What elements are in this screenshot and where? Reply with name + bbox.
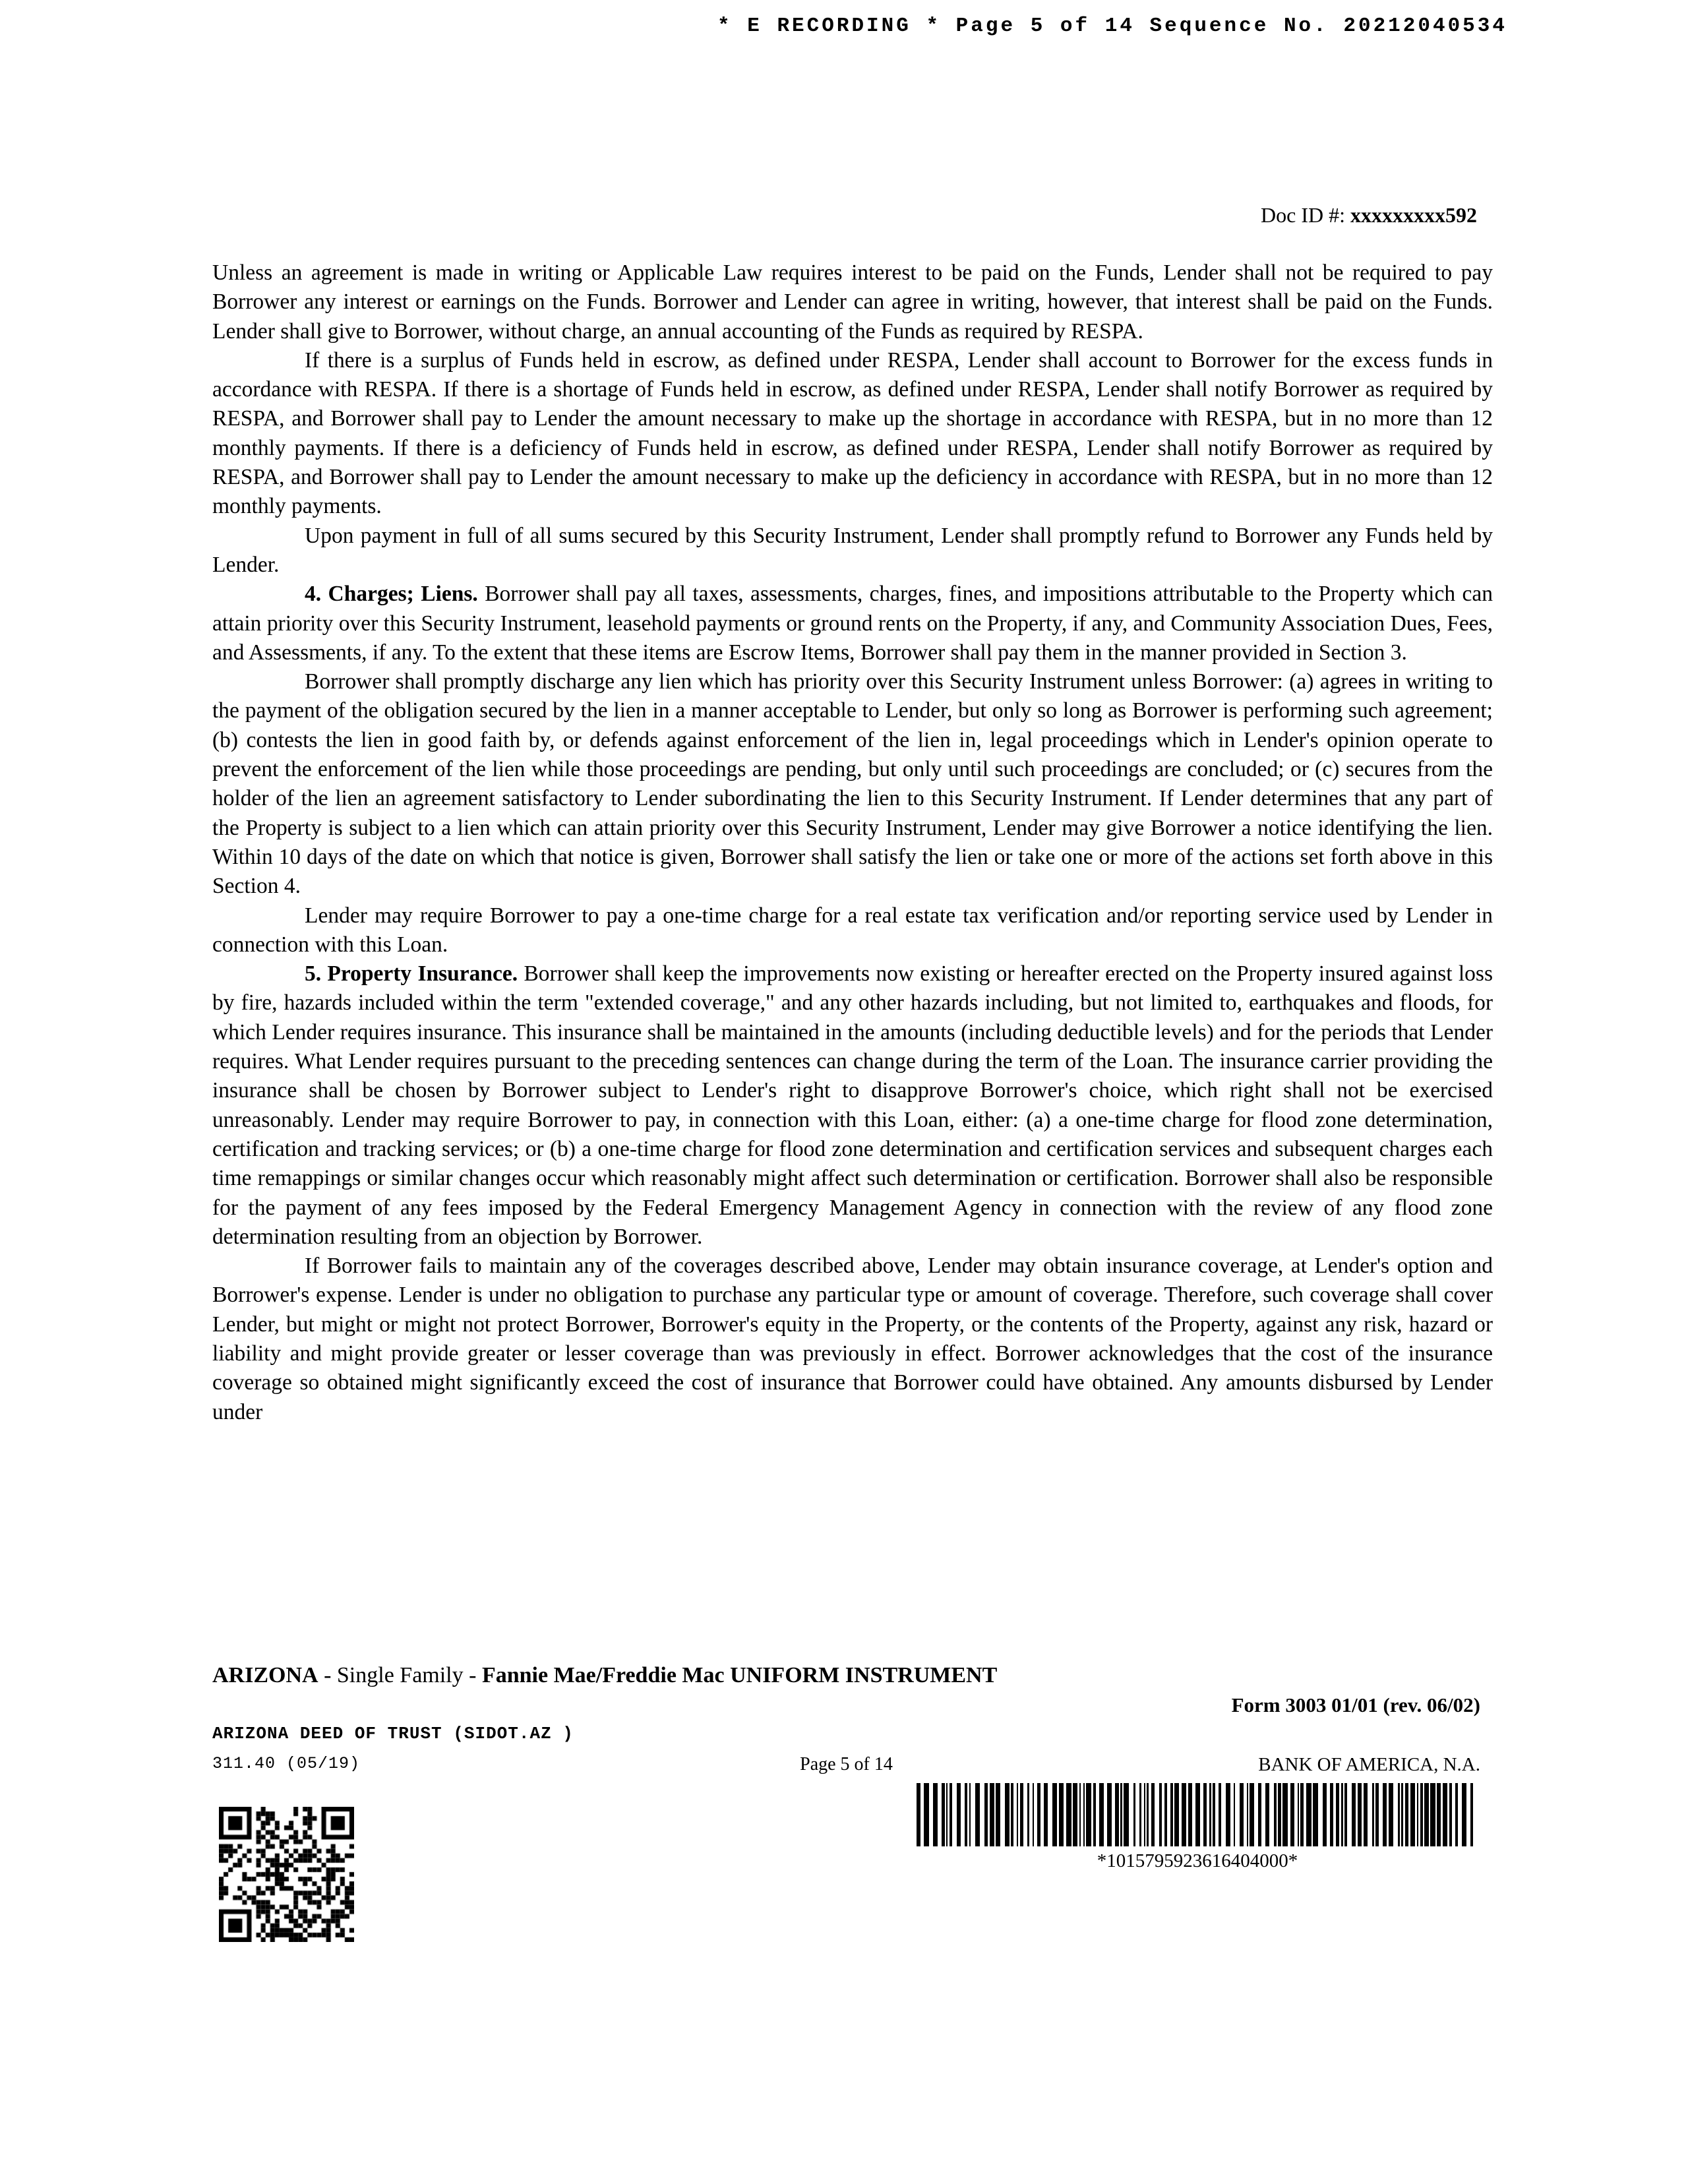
paragraph: 4. Charges; Liens. Borrower shall pay all taxes, assessments, charges, fines, and impositions attributable to the Property which can attain priority over this Security Instrument, leasehold payments or ground rents on the Property, if any, and Community Association Dues, Fees, and Assessments, if any. To the extent that these items are Escrow Items, Borrower shall pay them in the manner provided in Section 3. <box>212 582 1493 665</box>
footer-deed-line: ARIZONA DEED OF TRUST (SIDOT.AZ ) <box>212 1724 574 1744</box>
footer-row <box>212 1754 1480 1780</box>
recording-header: * E RECORDING * Page 5 of 14 Sequence No. 20212040534 <box>717 15 1507 38</box>
paragraph: If there is a surplus of Funds held in escrow, as defined under RESPA, Lender shall account to Borrower for the excess funds in accordance with RESPA. If there is a shortage of Funds held in escrow, as defined under RESPA, Lender shall notify Borrower as required by RESPA, and Borrower shall pay to Lender the amount necessary to make up the shortage in accordance with RESPA, but in no more than 12 monthly payments. If there is a deficiency of Funds held in escrow, as defined under RESPA, Lender shall notify Borrower as required by RESPA, and Borrower shall pay to Lender the amount necessary to make up the deficiency in accordance with RESPA, but in no more than 12 monthly payments. <box>212 348 1493 519</box>
doc-id-value: xxxxxxxxx592 <box>1350 203 1477 227</box>
barcode-number: *1015795923616404000* <box>1097 1850 1298 1871</box>
footer-instrument-line <box>212 1663 997 1688</box>
paragraph-lead: 5. Property Insurance. <box>305 961 524 986</box>
paragraph: Upon payment in full of all sums secured by this Security Instrument, Lender shall promptly refund to Borrower any Funds held by Lender. <box>212 523 1493 577</box>
paragraph: If Borrower fails to maintain any of the coverages described above, Lender may obtain insurance coverage, at Lender's option and Borrower's expense. Lender is under no obligation to purchase any particular type or amount of coverage. Therefore, such coverage shall cover Lender, but might or might not protect Borrower, Borrower's equity in the Property, or the contents of the Property, against any risk, hazard or liability and might provide greater or lesser coverage than was previously in effect. Borrower acknowledges that the cost of the insurance coverage so obtained might significantly exceed the cost of insurance that Borrower could have obtained. Any amounts disbursed by Lender under <box>212 1254 1493 1424</box>
paragraph: 5. Property Insurance. Borrower shall keep the improvements now existing or hereafter erected on the Property insured against loss by fire, hazards included within the term "extended coverage," and any other hazards including, but not limited to, earthquakes and floods, for which Lender requires insurance. This insurance shall be maintained in the amounts (including deductible levels) and for the periods that Lender requires. What Lender requires pursuant to the preceding sentences can change during the term of the Loan. The insurance carrier providing the insurance shall be chosen by Borrower subject to Lender's right to disapprove Borrower's choice, which right shall not be exercised unreasonably. Lender may require Borrower to pay, in connection with this Loan, either: (a) a one-time charge for flood zone determination, certification and tracking services; or (b) a one-time charge for flood zone determination and certification services and subsequent charges each time remappings or similar changes occur which reasonably might affect such determination or certification. Borrower shall also be responsible for the payment of any fees imposed by the Federal Emergency Management Agency in connection with the review of any flood zone determination resulting from an objection by Borrower. <box>212 961 1493 1249</box>
qr-code <box>219 1807 354 1942</box>
document-body <box>212 258 1493 1427</box>
paragraph-lead: 4. Charges; Liens. <box>305 582 485 607</box>
paragraph: Unless an agreement is made in writing or Applicable Law requires interest to be paid on the Funds, Lender shall not be required to pay Borrower any interest or earnings on the Funds. Borrower and Lender can agree in writing, however, that interest shall be paid on the Funds. Lender shall give to Borrower, without charge, an annual accounting of the Funds as required by RESPA. <box>212 260 1493 344</box>
paragraph: Borrower shall promptly discharge any lien which has priority over this Security Instrument unless Borrower: (a) agrees in writing to the payment of the obligation secured by the lien in a manner acceptable to Lender, but only so long as Borrower is performing such agreement; (b) contests the lien in good faith by, or defends against enforcement of the lien in, legal proceedings which in Lender's opinion operate to prevent the enforcement of the lien while those proceedings are pending, but only until such proceedings are concluded; or (c) secures from the holder of the lien an agreement satisfactory to Lender subordinating the lien to this Security Instrument. If Lender determines that any part of the Property is subject to a lien which can attain priority over this Security Instrument, Lender may give Borrower a notice identifying the lien. Within 10 days of the date on which that notice is given, Borrower shall satisfy the lien or take one or more of the actions set forth above in this Section 4. <box>212 669 1493 899</box>
footer-page-number: Page 5 of 14 <box>800 1754 893 1774</box>
instrument-state-label: ARIZONA <box>212 1663 318 1687</box>
footer-form-number: Form 3003 01/01 (rev. 06/02) <box>1231 1693 1480 1716</box>
instrument-uniform-label: Fannie Mae/Freddie Mac UNIFORM INSTRUMENT <box>481 1663 998 1687</box>
instrument-family-label: - Single Family - <box>318 1663 482 1687</box>
footer-bank-name: BANK OF AMERICA, N.A. <box>1258 1754 1480 1775</box>
doc-id-line <box>1261 203 1477 228</box>
barcode <box>917 1783 1478 1846</box>
footer-version-number: 311.40 (05/19) <box>212 1754 361 1773</box>
paragraph: Lender may require Borrower to pay a one-time charge for a real estate tax verification and/or reporting service used by Lender in connection with this Loan. <box>212 903 1493 957</box>
doc-id-label: Doc ID #: <box>1261 203 1350 227</box>
